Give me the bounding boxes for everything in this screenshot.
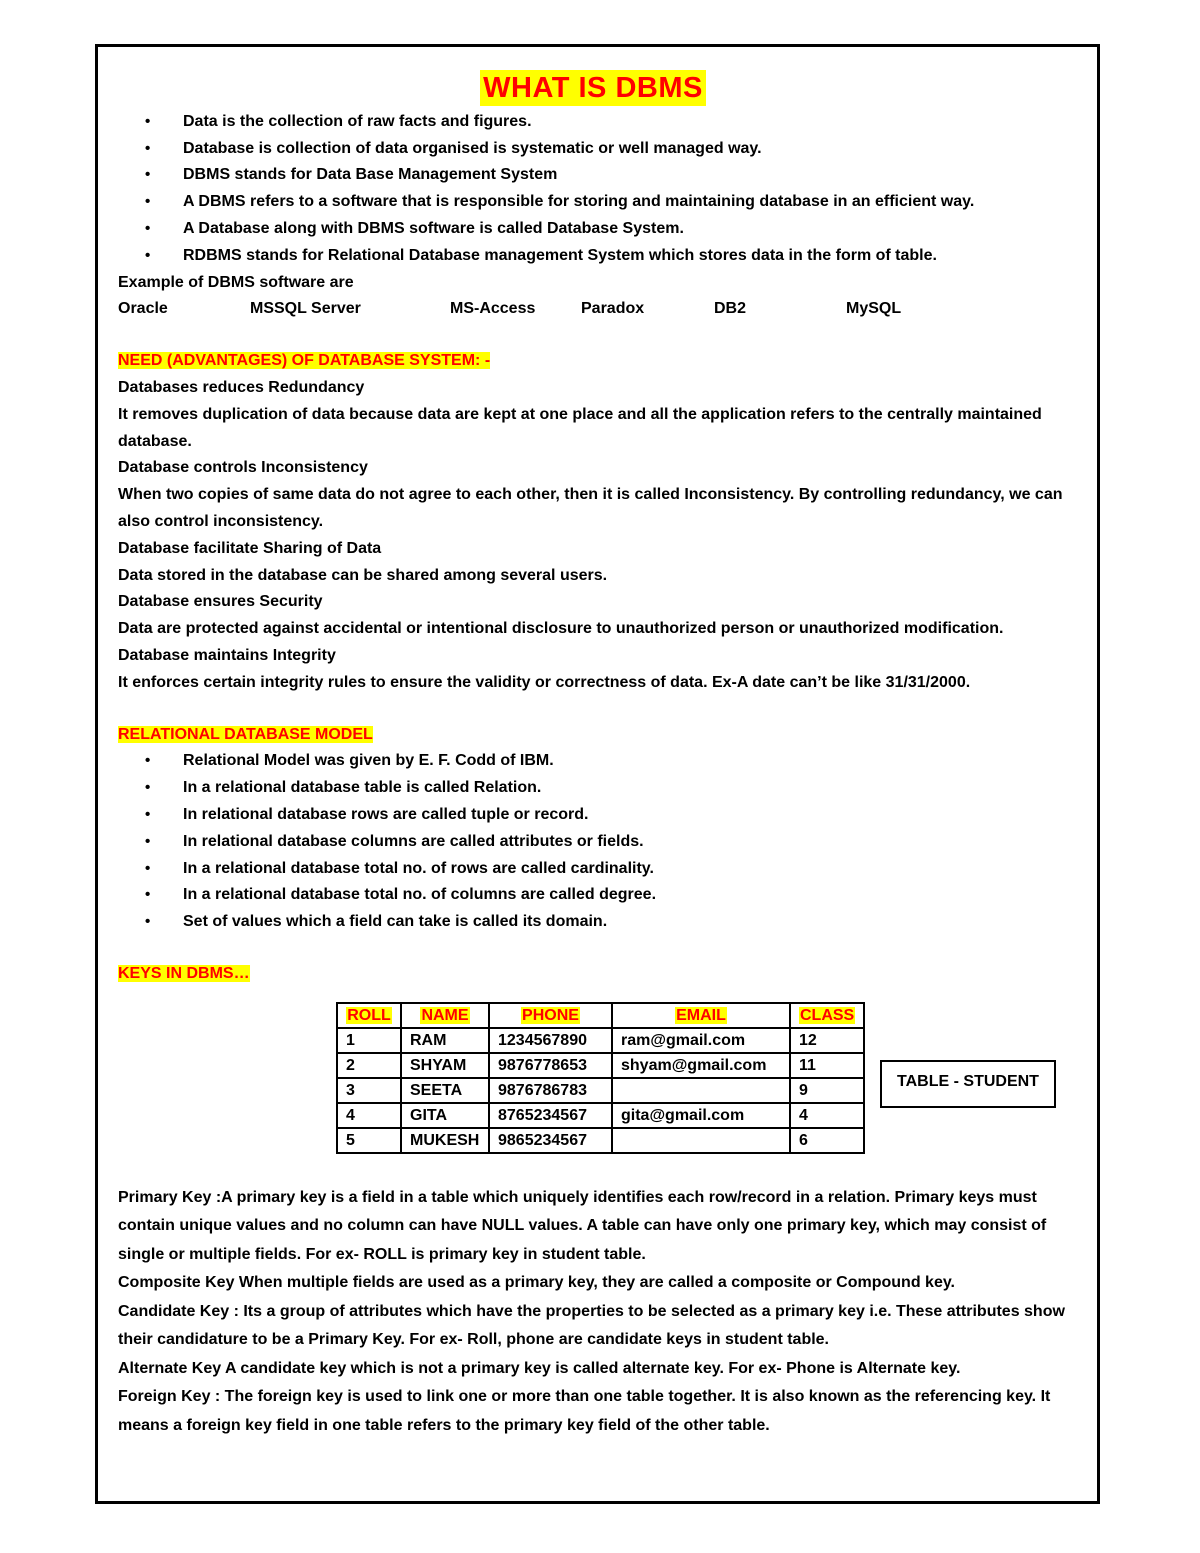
table-cell: 12 bbox=[790, 1028, 864, 1053]
table-cell: 9876778653 bbox=[489, 1053, 612, 1078]
key-definition: Primary Key :A primary key is a field in a table which uniquely identifies each row/record in a relation. Primary keys must contain unique values and no column can have NULL values. A table can have only one primary key, which may consist of single or multiple fields. For ex- ROLL is primary key in student table. bbox=[118, 1188, 1047, 1263]
bullet-item: • In a relational database total no. of columns are called degree. bbox=[183, 882, 1088, 909]
table-cell: 2 bbox=[337, 1053, 401, 1078]
software-item: Oracle bbox=[118, 300, 168, 318]
software-item: MSSQL Server bbox=[250, 300, 361, 318]
table-cell: 5 bbox=[337, 1128, 401, 1153]
need-subheading: Database controls Inconsistency bbox=[118, 459, 368, 477]
table-cell: SEETA bbox=[401, 1078, 489, 1103]
key-definition: Foreign Key : The foreign key is used to link one or more than one table together. It is also known as the referencing key. It means a foreign key field in one table refers to the primary key field of the other table. bbox=[118, 1388, 1051, 1434]
bullet-item: • Relational Model was given by E. F. Codd of IBM. bbox=[183, 748, 1088, 775]
column-header-text: EMAIL bbox=[676, 1006, 726, 1024]
software-list bbox=[118, 296, 1088, 323]
table-cell: 9876786783 bbox=[489, 1078, 612, 1103]
table-cell: 9 bbox=[790, 1078, 864, 1103]
page-title: WHAT IS DBMS bbox=[480, 70, 706, 106]
table-header-row bbox=[337, 1003, 864, 1028]
key-definition: Alternate Key A candidate key which is not a primary key is called alternate key. For ex- Phone is Alternate key. bbox=[118, 1359, 961, 1377]
software-item: DB2 bbox=[714, 300, 747, 318]
table-cell: gita@gmail.com bbox=[612, 1103, 790, 1128]
column-header-text: NAME bbox=[421, 1006, 469, 1024]
keys-heading bbox=[118, 961, 1088, 988]
table-cell: 11 bbox=[790, 1053, 864, 1078]
need-subheading: Database facilitate Sharing of Data bbox=[118, 539, 382, 557]
table-row bbox=[337, 1103, 864, 1128]
need-text: Data are protected against accidental or intentional disclosure to unauthorized person or unauthorized modification. bbox=[118, 620, 1004, 638]
table-cell: 1234567890 bbox=[489, 1028, 612, 1053]
relational-bullet-list bbox=[118, 748, 1088, 936]
key-definition: Composite Key When multiple fields are used as a primary key, they are called a composite or Compound key. bbox=[118, 1274, 955, 1292]
keys-definitions bbox=[118, 1184, 1088, 1441]
table-row bbox=[337, 1078, 864, 1103]
need-subheading: Databases reduces Redundancy bbox=[118, 378, 365, 396]
software-item: MySQL bbox=[846, 300, 902, 318]
table-cell: 4 bbox=[790, 1103, 864, 1128]
software-item: MS-Access bbox=[450, 300, 536, 318]
bullet-item: • Data is the collection of raw facts and figures. bbox=[183, 109, 1088, 136]
table-cell: MUKESH bbox=[401, 1128, 489, 1153]
relational-heading-text: RELATIONAL DATABASE MODEL bbox=[118, 725, 373, 743]
bullet-item: • A Database along with DBMS software is called Database System. bbox=[183, 216, 1088, 243]
need-subheading: Database maintains Integrity bbox=[118, 646, 336, 664]
bullet-item: • In a relational database table is called Relation. bbox=[183, 775, 1088, 802]
student-table bbox=[336, 1002, 865, 1154]
table-cell: 1 bbox=[337, 1028, 401, 1053]
table-cell: 4 bbox=[337, 1103, 401, 1128]
table-cell bbox=[612, 1078, 790, 1103]
column-header bbox=[790, 1003, 864, 1028]
need-text: Data stored in the database can be shared among several users. bbox=[118, 566, 608, 584]
title-wrap bbox=[98, 70, 1088, 107]
software-intro: Example of DBMS software are bbox=[118, 273, 354, 291]
bullet-item: • Set of values which a field can take is called its domain. bbox=[183, 909, 1088, 936]
table-cell: 3 bbox=[337, 1078, 401, 1103]
need-subheading: Database ensures Security bbox=[118, 593, 323, 611]
table-cell: GITA bbox=[401, 1103, 489, 1128]
table-row bbox=[337, 1053, 864, 1078]
need-text: It enforces certain integrity rules to ensure the validity or correctness of data. Ex-A date can’t be like 31/31/2000. bbox=[118, 673, 971, 691]
bullet-item: • DBMS stands for Data Base Management System bbox=[183, 162, 1088, 189]
table-row bbox=[337, 1128, 864, 1153]
need-text: When two copies of same data do not agree to each other, then it is called Inconsistency. By controlling redundancy, we can also control inconsistency. bbox=[118, 486, 1063, 530]
table-cell: 8765234567 bbox=[489, 1103, 612, 1128]
table-cell: ram@gmail.com bbox=[612, 1028, 790, 1053]
keys-table-section bbox=[118, 988, 1088, 1178]
column-header bbox=[401, 1003, 489, 1028]
keys-heading-text: KEYS IN DBMS… bbox=[118, 964, 250, 982]
table-cell bbox=[612, 1128, 790, 1153]
document-body bbox=[118, 70, 1088, 1440]
table-cell: RAM bbox=[401, 1028, 489, 1053]
table-cell: 6 bbox=[790, 1128, 864, 1153]
table-cell: 9865234567 bbox=[489, 1128, 612, 1153]
relational-heading bbox=[118, 722, 1088, 749]
bullet-item: • In a relational database total no. of rows are called cardinality. bbox=[183, 856, 1088, 883]
need-heading-text: NEED (ADVANTAGES) OF DATABASE SYSTEM: - bbox=[118, 352, 491, 370]
column-header-text: ROLL bbox=[347, 1006, 391, 1024]
need-heading bbox=[118, 348, 1088, 375]
table-row bbox=[337, 1028, 864, 1053]
key-definition: Candidate Key : Its a group of attributes which have the properties to be selected as a primary key i.e. These attributes show their candidature to be a Primary Key. For ex- Roll, phone are candidate keys in student table. bbox=[118, 1302, 1065, 1349]
bullet-item: • A DBMS refers to a software that is responsible for storing and maintaining database in an efficient way. bbox=[183, 189, 1088, 216]
bullet-item: • Database is collection of data organised is systematic or well managed way. bbox=[183, 136, 1088, 163]
column-header-text: PHONE bbox=[522, 1006, 579, 1024]
table-cell: shyam@gmail.com bbox=[612, 1053, 790, 1078]
need-text: It removes duplication of data because data are kept at one place and all the application refers to the centrally maintained database. bbox=[118, 405, 1042, 450]
bullet-item: • In relational database rows are called tuple or record. bbox=[183, 802, 1088, 829]
bullet-item: • In relational database columns are called attributes or fields. bbox=[183, 829, 1088, 856]
intro-bullet-list bbox=[118, 109, 1088, 270]
column-header bbox=[337, 1003, 401, 1028]
software-item: Paradox bbox=[581, 300, 645, 318]
table-caption-box: TABLE - STUDENT bbox=[880, 1060, 1056, 1108]
table-cell: SHYAM bbox=[401, 1053, 489, 1078]
bullet-item: • RDBMS stands for Relational Database management System which stores data in the form of table. bbox=[183, 243, 1088, 270]
column-header-text: CLASS bbox=[800, 1006, 855, 1024]
column-header bbox=[612, 1003, 790, 1028]
column-header bbox=[489, 1003, 612, 1028]
